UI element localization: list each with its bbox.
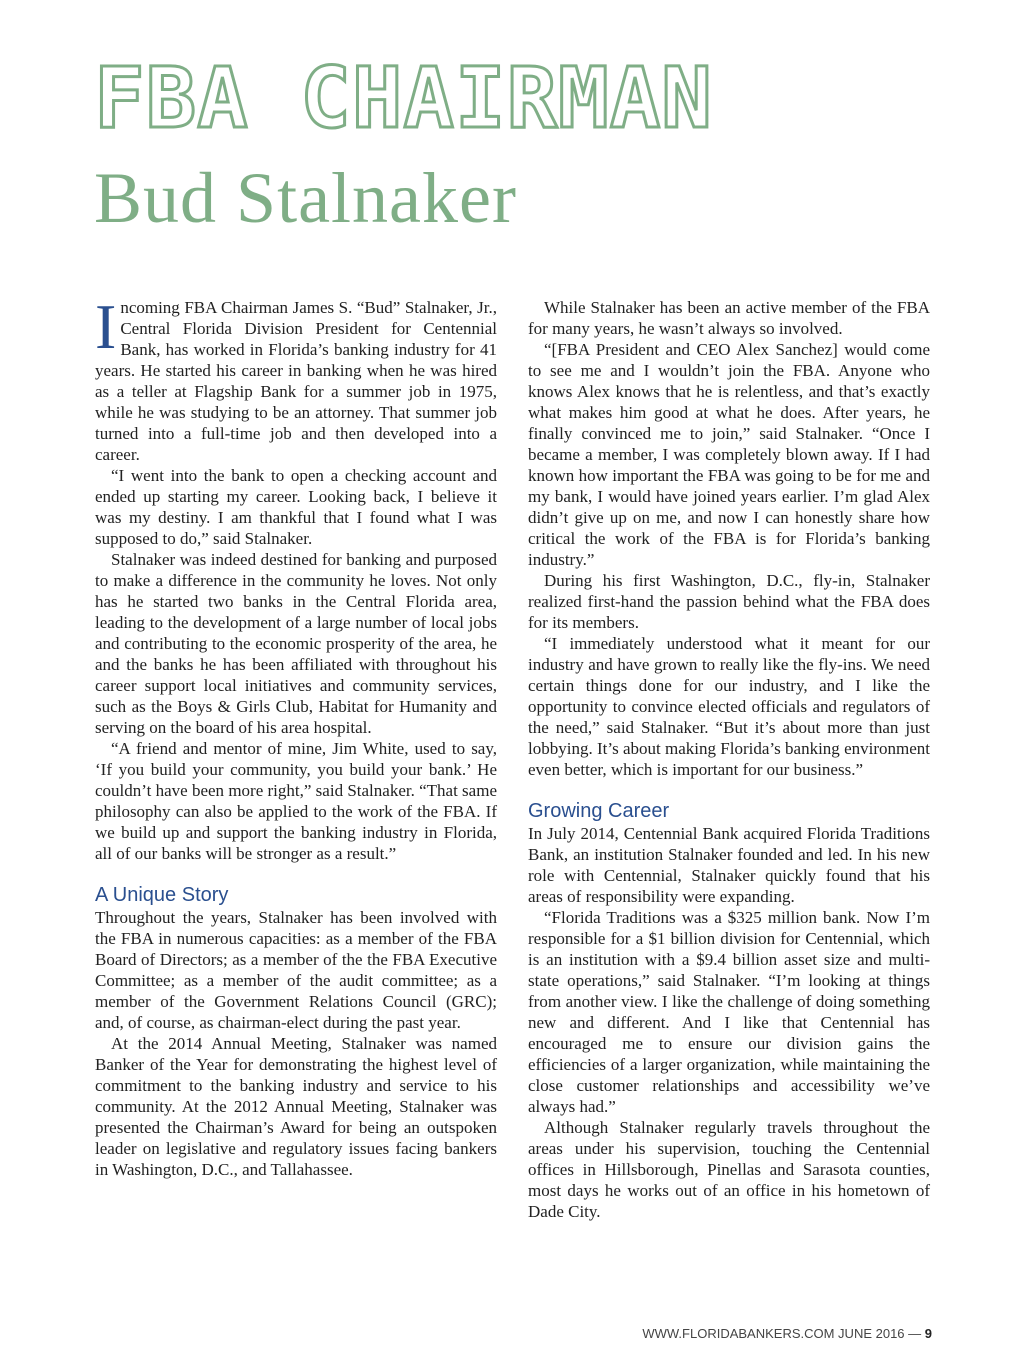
paragraph: “A friend and mentor of mine, Jim White, used to say, ‘If you build your community, you build your bank.’ He couldn’t have been more right,” said Stalnaker. “That same philosophy can also be applied to the work of the FBA. If we build up and support the banking industry in Florida, all of our banks will be stronger as a result.” bbox=[95, 739, 497, 863]
page-title: FBA CHAIRMAN bbox=[94, 49, 713, 147]
section-heading-growing-career: Growing Career bbox=[528, 800, 670, 822]
footer-text: WWW.FLORIDABANKERS.COM JUNE 2016 — bbox=[642, 1326, 925, 1341]
paragraph: “Florida Traditions was a $325 million bank. Now I’m responsible for a $1 billion division for Centennial, which is an institution with a $9.4 billion asset size and multi-state operations,” said Stalnaker. “I’m looking at things from another view. I like the challenge of doing something new and different. And I like that Centennial has encouraged me to ensure our division gains the efficiencies of a larger organization, while maintaining the close customer relationships and accessibility we’ve always had.” bbox=[528, 908, 930, 1116]
right-column bbox=[528, 297, 930, 1222]
paragraph: “I immediately understood what it meant for our industry and have grown to really like the fly-ins. We need certain things done for our industry, and I like the opportunity to convince elected officials and regulators of the need,” said Stalnaker. “But it’s about more than just lobbying. It’s about making Florida’s banking environment even better, which is important for our business.” bbox=[528, 634, 930, 779]
paragraph: “I went into the bank to open a checking account and ended up starting my career. Looking back, I believe it was my destiny. I am thankful that I found what I was supposed to do,” said Stalnaker. bbox=[95, 466, 497, 548]
paragraph: While Stalnaker has been an active member of the FBA for many years, he wasn’t always so involved. bbox=[528, 298, 930, 338]
intro-text: ncoming FBA Chairman James S. “Bud” Stalnaker, Jr., Central Florida Division President for Centennial Bank, has worked in Florida’s banking industry for 41 years. He started his career in banking when he was hired as a teller at Flagship Bank for a summer job in 1975, while he was studying to be an attorney. That summer job turned into a full-time job and then developed into a career. bbox=[95, 298, 497, 464]
paragraph: Although Stalnaker regularly travels throughout the areas under his supervision, touching the Centennial offices in Hillsborough, Pinellas and Sarasota counties, most days he works out of an office in his hometown of Dade City. bbox=[528, 1118, 930, 1221]
paragraph: In July 2014, Centennial Bank acquired Florida Traditions Bank, an institution Stalnaker founded and led. In his new role with Centennial, Stalnaker quickly found that his areas of responsibility were expanding. bbox=[528, 824, 930, 906]
paragraph: Throughout the years, Stalnaker has been involved with the FBA in numerous capacities: as a member of the FBA Board of Directors; as a member of the the FBA Executive Committee; as a member of the audit committee; as a member of the Government Relations Council (GRC); and, of course, as chairman-elect during the past year. bbox=[95, 908, 497, 1032]
drop-cap: I bbox=[95, 291, 117, 362]
paragraph: Stalnaker was indeed destined for banking and purposed to make a difference in the community he loves. Not only has he started two banks in the Central Florida area, leading to the development of a large number of local jobs and contributing to the economic prosperity of the area, he and the banks he has been affiliated with throughout his career support local initiatives and community services, such as the Boys & Girls Club, Habitat for Humanity and serving on the board of his area hospital. bbox=[95, 550, 497, 737]
paragraph: At the 2014 Annual Meeting, Stalnaker was named Banker of the Year for demonstrating the highest level of commitment to the banking industry and service to his community. At the 2012 Annual Meeting, Stalnaker was presented the Chairman’s Award for being an outspoken leader on legislative and regulatory issues facing bankers in Washington, D.C., and Tallahassee. bbox=[95, 1034, 497, 1179]
intro-paragraph bbox=[95, 291, 497, 465]
section-heading-unique-story: A Unique Story bbox=[95, 884, 229, 906]
paragraph: During his first Washington, D.C., fly-in, Stalnaker realized first-hand the passion behind what the FBA does for its members. bbox=[528, 571, 930, 632]
page-number: 9 bbox=[924, 1326, 932, 1341]
left-column bbox=[95, 291, 497, 1180]
paragraph: “[FBA President and CEO Alex Sanchez] would come to see me and I wouldn’t join the FBA. Anyone who knows Alex knows that he is relentless, and that’s exactly what makes him good at what he does. After years, he finally convinced me to join,” said Stalnaker. “Once I became a member, I was completely blown away. If I had known how important the FBA was going to be for me and my bank, I would have joined years earlier. I’m glad Alex didn’t give up on me, and now I can honestly share how critical the work of the FBA is for Florida’s banking industry.” bbox=[528, 340, 930, 569]
page-footer bbox=[642, 1326, 932, 1341]
page-subtitle: Bud Stalnaker bbox=[94, 158, 517, 238]
